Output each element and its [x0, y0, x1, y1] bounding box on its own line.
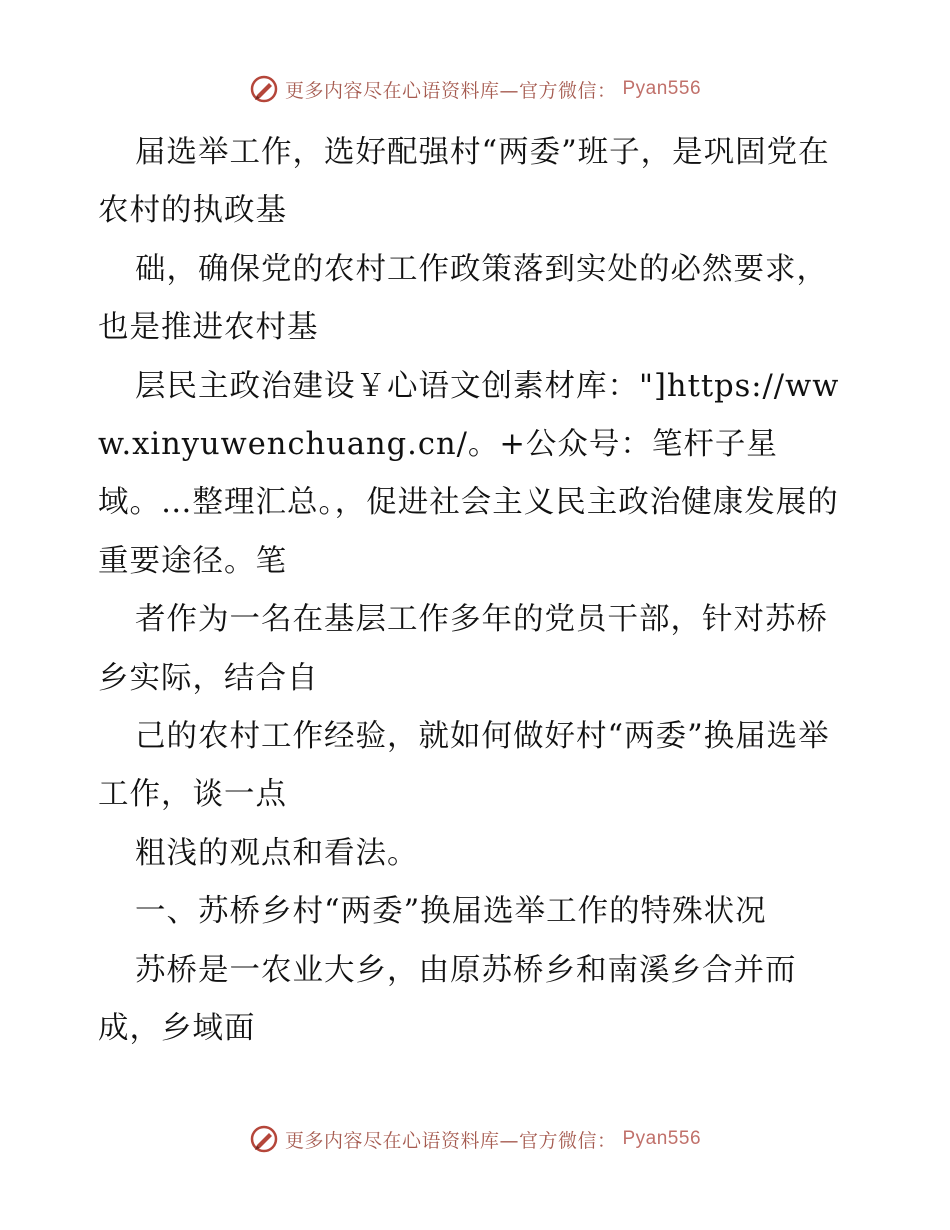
paragraph: 己的农村工作经验，就如何做好村“两委”换届选举工作，谈一点: [98, 719, 830, 813]
footer-watermark: [0, 1124, 950, 1154]
watermark-wechat-id: Pyan556: [622, 1128, 702, 1149]
watermark-text: 更多内容尽在心语资料库—官方微信：: [284, 79, 617, 102]
pen-logo-icon: [249, 1124, 279, 1154]
watermark-wechat-id: Pyan556: [622, 78, 702, 99]
paragraph: 层民主政治建设￥心语文创素材库："]https://www.xinyuwenchuang.cn/。+公众号：笔杆子星域。…整理汇总。，促进社会主义民主政治健康发展的重要途径。笔: [98, 368, 840, 579]
paragraph: 届选举工作，选好配强村“两委”班子，是巩固党在农村的执政基: [98, 135, 830, 229]
paragraph: 者作为一名在基层工作多年的党员干部，针对苏桥乡实际，结合自: [98, 602, 828, 696]
document-body: [98, 124, 858, 1059]
header-watermark: [0, 74, 950, 104]
paragraph: 苏桥是一农业大乡，由原苏桥乡和南溪乡合并而成，乡域面: [98, 952, 797, 1047]
paragraph: 粗浅的观点和看法。: [135, 835, 419, 871]
pen-logo-icon: [249, 74, 279, 104]
watermark-text: 更多内容尽在心语资料库—官方微信：: [284, 1129, 617, 1152]
paragraph: 础，确保党的农村工作政策落到实处的必然要求，也是推进农村基: [98, 251, 828, 346]
section-heading: 一、苏桥乡村“两委”换届选举工作的特殊状况: [135, 894, 767, 930]
